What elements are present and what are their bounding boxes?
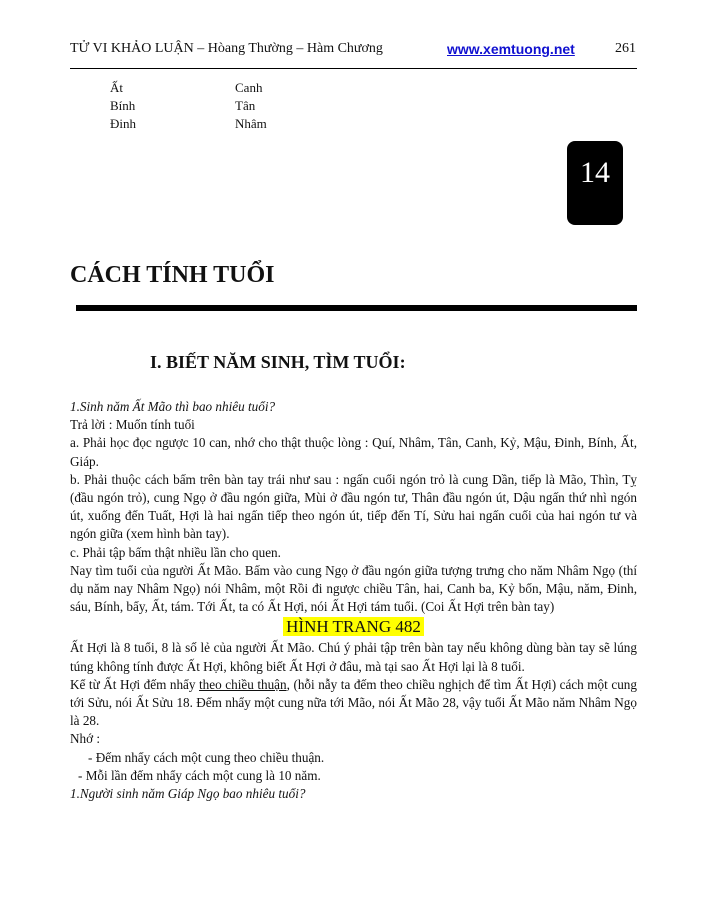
counting-text-1: Kể từ Ất Hợi đếm nhẩy bbox=[70, 676, 200, 692]
pair-right-1: Canh bbox=[235, 80, 263, 95]
question-1: 1.Sinh năm Ất Mão thì bao nhiêu tuổi? bbox=[70, 399, 276, 414]
paragraph-at-hoi: Ất Hợi là 8 tuổi, 8 là số lẻ của người Ất Mão. Chú ý phải tập trên bàn tay nếu không dùng bàn tay sẽ lúng túng không tính được Ất Hợi, không biết Ất Hợi ở đâu, mà tại sao Ất Hợi lại là 8 tuổi. bbox=[70, 640, 637, 674]
pair-left-3: Đinh bbox=[110, 116, 136, 131]
figure-reference: HÌNH TRANG 482 bbox=[283, 617, 424, 636]
remember-label: Nhớ : bbox=[70, 731, 101, 747]
pair-left-2: Bính bbox=[110, 98, 136, 113]
chapter-title: CÁCH TÍNH TUỔI bbox=[70, 262, 275, 288]
paragraph-b: b. Phải thuộc cách bấm trên bàn tay trái như sau : ngấn cuối ngón trỏ là cung Dần, tiếp là Mão, Thìn, Tỵ (đầu ngón trỏ), cung Ngọ ở đầu ngón giữa, Mùi ở đầu ngón tư, Thân đầu ngón út, Dậu ngấn thứ nhì ngón út, xuống đến Tuất, Hợi là hai ngấn tiếp theo ngón út, tiếp đến Tí, Sửu hai ngấn cuối của hai ngón tư và ngón giữa (xem hình bàn tay). bbox=[70, 471, 637, 542]
header-title: TỬ VI KHẢO LUẬN – Hòang Thường – Hàm Chương bbox=[70, 41, 383, 56]
question-2: 1.Người sinh năm Giáp Ngọ bao nhiêu tuổi? bbox=[70, 786, 306, 802]
page-number: 261 bbox=[615, 41, 636, 56]
chapter-number-badge: 14 bbox=[567, 141, 623, 225]
paragraph-c: c. Phải tập bấm thật nhiều lần cho quen. bbox=[70, 544, 281, 560]
pair-right-2: Tân bbox=[235, 98, 256, 113]
bullet-item-1: - Đếm nhẩy cách một cung theo chiều thuận. bbox=[88, 749, 325, 765]
answer-intro: Trả lời : Muốn tính tuổi bbox=[70, 417, 195, 433]
bullet-item-2: - Mỗi lần đếm nhẩy cách một cung là 10 năm. bbox=[78, 767, 321, 783]
paragraph-a: a. Phải học đọc ngược 10 can, nhớ cho thật thuộc lòng : Quí, Nhâm, Tân, Canh, Kỷ, Mậu, Đinh, Bính, Ất, Giáp. bbox=[70, 435, 637, 469]
chapter-divider bbox=[76, 305, 637, 311]
header-divider bbox=[70, 68, 637, 69]
counting-text-2: , (hỗi nẫy ta đếm theo chiều nghịch để tìm Ất Hợi) cách một cung tới Sửu, nói Ất Sửu 18. Đếm nhẩy một cung nữa tới Mão, nói Ất Mão 28, vậy tuổi Ất Mão năm Nhâm Ngọ là 28. bbox=[70, 676, 637, 729]
section-title: I. BIẾT NĂM SINH, TÌM TUỔI: bbox=[150, 352, 406, 372]
counting-underlined: theo chiều thuận bbox=[199, 676, 287, 692]
body-text bbox=[70, 398, 637, 803]
paragraph-counting bbox=[70, 676, 637, 731]
figure-reference-line bbox=[70, 616, 637, 639]
pair-right-3: Nhâm bbox=[235, 116, 267, 131]
paragraph-example: Nay tìm tuổi của người Ất Mão. Bấm vào cung Ngọ ở đầu ngón giữa tượng trưng cho năm Nhâm Ngọ (thí dụ năm nay Nhâm Ngọ) nói Nhâm, một Rồi đi ngược chiều Tân, hai, Canh ba, Kỷ bốn, Mậu, năm, Đinh, sáu, Bính, bẩy, Ất, tám. Tới Ất, ta có Ất Hợi, nói Ất Hợi tám tuổi. (Coi Ất Hợi trên bàn tay) bbox=[70, 562, 637, 615]
pair-left-1: Ất bbox=[110, 80, 123, 95]
website-link[interactable]: www.xemtuong.net bbox=[447, 41, 575, 57]
